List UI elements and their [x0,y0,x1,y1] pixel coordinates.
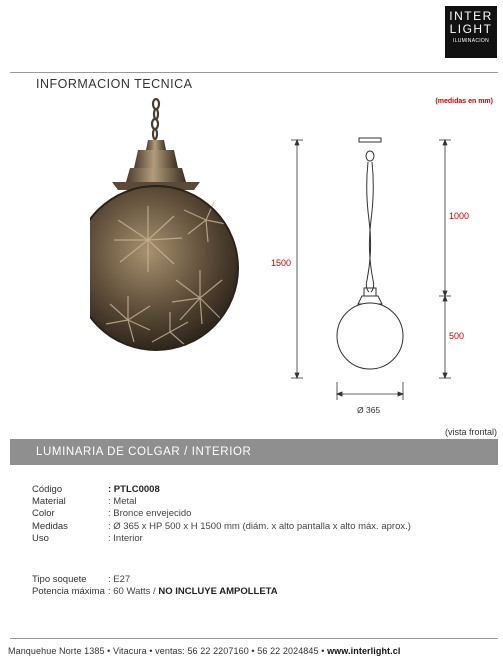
lamp-photo [90,98,250,418]
header-divider [10,72,498,73]
spec-key: Código [32,484,63,495]
page-title: INFORMACION TECNICA [36,77,193,91]
shade-height-label: 500 [449,331,465,341]
spec-key: Color [32,508,55,520]
diameter-label: Ø 365 [357,405,381,415]
spec-value: : Interior [108,532,143,544]
spec-value: : PTLC0008 [108,484,160,495]
footer-divider [10,638,498,639]
logo-line-2: LIGHT [449,22,493,36]
chain-length-label: 1000 [449,211,470,221]
dimension-drawing [265,130,495,425]
website-link[interactable]: www.interlight.cl [327,646,401,656]
logo-line-1: INTER [449,9,493,23]
spec-value: : Metal [108,496,137,508]
socket-value: : E27 [108,574,131,585]
spec-key: Material [32,496,66,508]
interlight-logo [445,6,497,58]
footer-contact: Manquehue Norte 1385 • Vitacura • ventas: 56 22 2207160 • 56 22 2024845 • [8,646,328,656]
chain-links [152,99,159,139]
logo-line-3: ILUMINACION [452,38,490,44]
category-title: LUMINARIA DE COLGAR / INTERIOR [36,446,252,458]
category-band [10,439,498,465]
spec-value: : Bronce envejecido [108,508,192,520]
units-note: (medidas en mm) [435,98,493,105]
view-label: (vista frontal) [444,427,497,437]
power-key: Potencia máxima [32,586,105,598]
power-value: : 60 Watts / [108,586,159,598]
spec-key: Medidas [32,520,68,532]
spec-key: Uso [32,532,49,544]
bulb-not-included-note: NO INCLUYE AMPOLLETA [158,586,278,598]
socket-key: Tipo soquete [32,574,87,585]
spec-value: : Ø 365 x HP 500 x H 1500 mm (diám. x alto pantalla x alto máx. aprox.) [108,520,411,532]
total-height-label: 1500 [271,258,292,268]
footer [8,646,400,656]
power-value-wrap [108,586,278,597]
